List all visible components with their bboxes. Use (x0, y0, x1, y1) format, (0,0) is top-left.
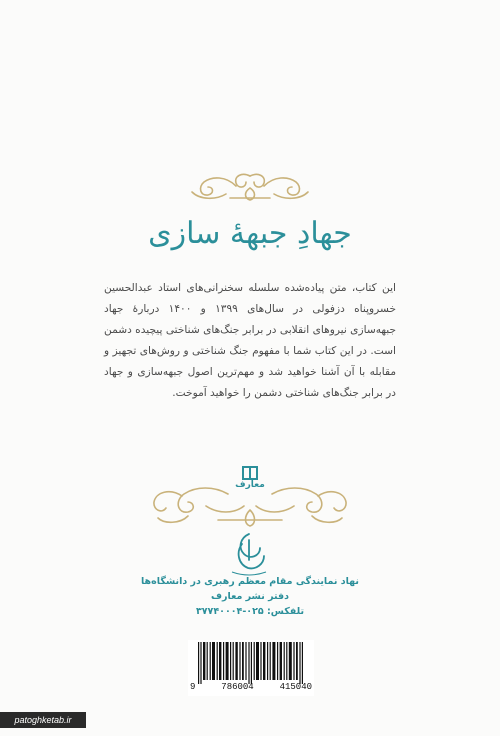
description-line: جنگ شناختی و روش‌های تجهیز و مقابله با آن آشنا خواهید (104, 345, 396, 378)
description-line: شناختی دشمن را خواهید آموخت. (172, 387, 320, 399)
publisher-logo-text: معارف (235, 480, 265, 490)
barcode-bars (188, 640, 314, 684)
organization-name: نهاد نمایندگی مقام معظم رهبری در دانشگاه‌ها (140, 576, 359, 587)
isbn-barcode (188, 640, 314, 696)
institution-seal (226, 530, 272, 576)
isbn-group-2: 415040 (279, 682, 312, 692)
isbn-group-1: 786004 (221, 682, 254, 692)
site-watermark: patoghketab.ir (0, 712, 86, 728)
bottom-ornament (148, 484, 352, 528)
description-line: عبدالحسین خسروپناه دزفولی در سال‌های ۱۳۹۹ و ۱۴۰۰ (104, 282, 396, 315)
top-ornament (186, 170, 314, 204)
description-line: شد و مهم‌ترین اصول جبهه‌سازی و جهاد در برابر جنگ‌های (104, 366, 396, 399)
book-description (104, 278, 396, 404)
publisher-office: دفتر نشر معارف (211, 591, 289, 602)
isbn-digits (188, 682, 314, 692)
publisher-phone: تلفکس: ۰۲۵-۳۷۷۴۰۰۰۴ (195, 606, 305, 617)
isbn-first-digit: 9 (190, 682, 196, 692)
description-line: شناختی پیچیده دشمن است. در این کتاب شما با مفهوم (104, 324, 396, 357)
book-title: جهادِ جبههٔ سازی (148, 216, 352, 251)
description-line: دربارهٔ جهاد جبهه‌سازی نیروهای انقلابی در برابر جنگ‌های (104, 303, 397, 336)
description-line: این کتاب، متن پیاده‌شده سلسله سخنرانی‌های استاد (158, 282, 396, 294)
